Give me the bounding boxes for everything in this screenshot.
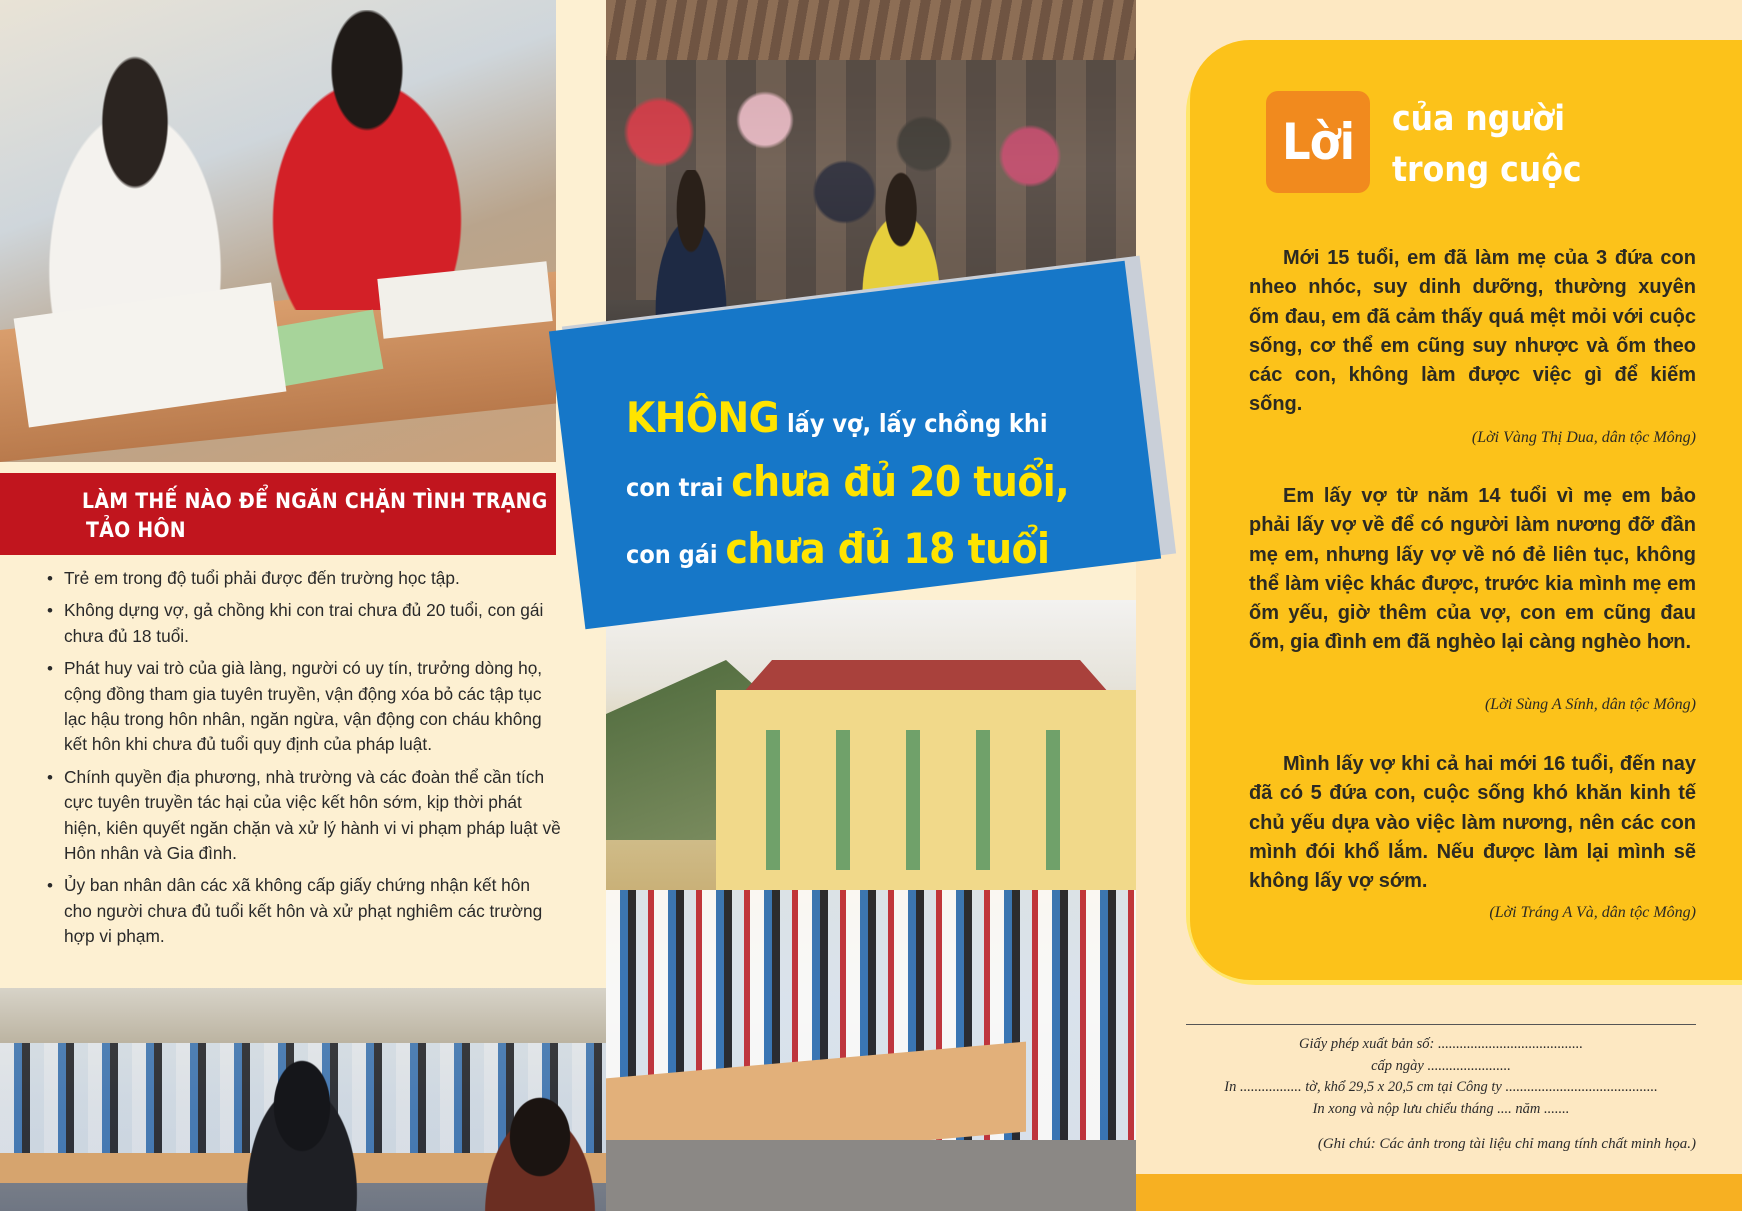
prevention-tips-list xyxy=(42,566,562,957)
foreground-person xyxy=(232,1058,372,1211)
banner-con-trai: con trai xyxy=(626,473,732,502)
quote-attribution: (Lời Vàng Thị Dua, dân tộc Mông) xyxy=(1471,429,1696,446)
tip-item: • Phát huy vai trò của già làng, người có uy tín, trưởng dòng họ, cộng đồng tham gia tuyên truyền, vận động xóa bỏ các tập tục lạc hậu trong hôn nhân, ngăn ngừa, vận động con cháu không kết hôn khi chưa đủ tuổi quy định của pháp luật. xyxy=(42,656,562,758)
testimony-quote xyxy=(1249,244,1696,446)
heading-line-1: LÀM THẾ NÀO ĐỂ NGĂN CHẶN TÌNH TRẠNG xyxy=(82,489,548,513)
banner-age-18: chưa đủ 18 tuổi xyxy=(725,524,1050,573)
tip-item: • Chính quyền địa phương, nhà trường và các đoàn thể cần tích cực tuyên truyền tác hại của việc kết hôn sớm, kịp thời phát hiện, kiên quyết ngăn chặn và xử lý hành vi vi phạm pháp luật về Hôn nhân và Gia đình. xyxy=(42,765,562,867)
schoolyard-assembly-photo xyxy=(0,988,606,1211)
school-assembly-photo xyxy=(606,600,1136,1211)
loi-badge: Lời xyxy=(1266,91,1370,193)
colophon-print-run: In ................. tờ, khổ 29,5 x 20,5 cm tại Công ty .......................................... xyxy=(1224,1079,1658,1095)
school-windows xyxy=(736,730,1116,870)
colophon-issue-date: cấp ngày ....................... xyxy=(1371,1057,1511,1074)
banner-row-3 xyxy=(626,520,1146,587)
banner-text xyxy=(626,392,1146,587)
quote-text: Em lấy vợ từ năm 14 tuổi vì mẹ em bảo phải lấy vợ về để có người làm nương đỡ đần mẹ em, nhưng lấy vợ về nó đẻ liên tục, không thể làm việc khác được, trước kia mình mẹ em ốm yếu, giờ thêm của vợ, con em cũng đau ốm, gia đình em đã nghèo lại càng nghèo hơn. xyxy=(1249,485,1696,654)
colophon-deposit: In xong và nộp lưu chiểu tháng .... năm ....... xyxy=(1312,1100,1570,1117)
heading-text xyxy=(82,487,556,545)
colophon-license: Giấy phép xuất bản số: ........................................ xyxy=(1299,1036,1583,1052)
quote-attribution: (Lời Tráng A Và, dân tộc Mông) xyxy=(1489,904,1696,921)
banner-row-2 xyxy=(626,453,1146,520)
loi-subtitle-line-2: trong cuộc xyxy=(1392,150,1582,190)
section-heading xyxy=(0,473,556,555)
tip-item: • Trẻ em trong độ tuổi phải được đến trường học tập. xyxy=(42,566,562,591)
wooden-roof xyxy=(606,0,1136,60)
banner-con-gai: con gái xyxy=(626,540,726,569)
bottom-accent-strip xyxy=(1136,1174,1742,1211)
colophon-note: (Ghi chú: Các ảnh trong tài liệu chỉ mang tính chất minh họa.) xyxy=(1317,1136,1696,1152)
publication-colophon xyxy=(1186,1034,1696,1156)
testimony-quote xyxy=(1249,750,1696,921)
tip-item: • Ủy ban nhân dân các xã không cấp giấy chứng nhận kết hôn cho người chưa đủ tuổi kết hôn và xử phạt nghiêm các trường hợp vi phạm. xyxy=(42,873,562,949)
banner-khong: KHÔNG xyxy=(626,393,780,442)
foreground-person xyxy=(470,1088,606,1211)
loi-subtitle-line-1: của người xyxy=(1392,99,1566,139)
loi-subtitle xyxy=(1392,94,1582,196)
quote-text: Mới 15 tuổi, em đã làm mẹ của 3 đứa con nheo nhóc, suy dinh dưỡng, thường xuyên ốm đau, em đã cảm thấy quá mệt mỏi với cuộc sống, cơ thể em cũng suy nhược và ốm theo các con, không làm được việc gì để kiếm sống. xyxy=(1249,247,1696,416)
heading-line-2: TẢO HÔN xyxy=(86,518,186,542)
student-boy xyxy=(250,10,510,310)
gravel-ground xyxy=(606,1140,1136,1211)
banner-row-1 xyxy=(626,392,1146,453)
colophon-divider xyxy=(1186,1024,1696,1025)
quote-attribution: (Lời Sùng A Sính, dân tộc Mông) xyxy=(1484,696,1696,713)
classroom-photo xyxy=(0,0,556,462)
banner-age-20: chưa đủ 20 tuổi, xyxy=(731,457,1070,506)
tip-item: • Không dựng vợ, gả chồng khi con trai chưa đủ 20 tuổi, con gái chưa đủ 18 tuổi. xyxy=(42,598,562,649)
testimony-quote xyxy=(1249,482,1696,713)
quote-text: Mình lấy vợ khi cả hai mới 16 tuổi, đến nay đã có 5 đứa con, cuộc sống khó khăn kinh tế chủ yếu dựa vào việc làm nương, nên các con mình đói khổ lắm. Nếu được làm lại mình sẽ không lấy vợ sớm. xyxy=(1249,753,1696,893)
banner-row-1-rest: lấy vợ, lấy chồng khi xyxy=(779,409,1048,438)
